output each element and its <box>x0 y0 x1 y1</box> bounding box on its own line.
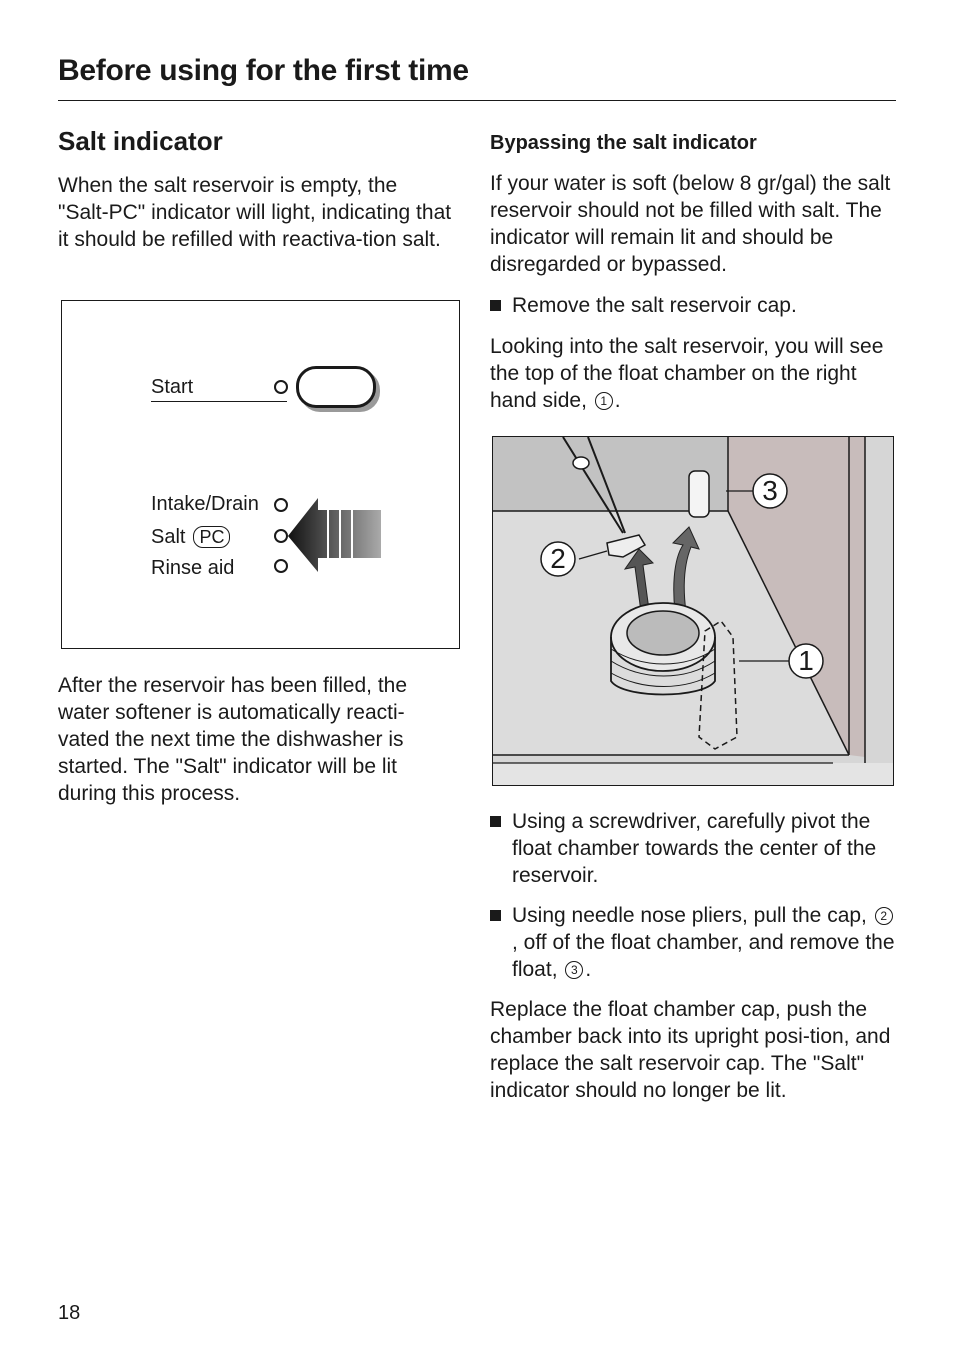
step-pull-cap-text-c: . <box>585 958 592 981</box>
callout-2-ref: 2 <box>875 907 893 925</box>
step-pivot-chamber-text: Using a screwdriver, carefully pivot the float chamber towards the center of the reservoir. <box>512 810 877 887</box>
start-button-graphic <box>296 366 376 408</box>
callout-3-ref: 3 <box>565 961 583 979</box>
start-underline <box>151 401 287 402</box>
callout-1-ref: 1 <box>595 392 613 410</box>
bullet-square-icon <box>490 816 501 827</box>
pc-badge: PC <box>193 526 230 548</box>
bullet-square-icon <box>490 910 501 921</box>
looking-into-text-b: . <box>614 389 621 412</box>
page-number: 18 <box>58 1302 81 1324</box>
step-pivot-chamber <box>490 808 895 889</box>
pointer-arrow-icon <box>288 494 384 576</box>
replace-cap-text: Replace the float chamber cap, push the chamber back into its upright posi-tion, and replace the salt reservoir cap. The "Salt" indicator should no longer be lit. <box>490 998 891 1102</box>
callout-1-label: 1 <box>798 645 814 676</box>
intake-drain-label: Intake/Drain <box>151 493 259 515</box>
left-lower-text <box>58 672 453 807</box>
right-column <box>490 124 895 414</box>
rinse-aid-indicator-light <box>274 559 288 573</box>
section-heading-salt-indicator: Salt indicator <box>58 126 223 156</box>
left-column <box>58 124 453 253</box>
rinse-aid-label: Rinse aid <box>151 557 235 579</box>
salt-indicator-light <box>274 529 288 543</box>
callout-2-label: 2 <box>550 543 566 574</box>
step-remove-cap <box>490 292 895 319</box>
step-pull-cap <box>490 902 895 983</box>
section-heading-bypassing: Bypassing the salt indicator <box>490 132 757 154</box>
step-pull-cap-text-a: Using needle nose pliers, pull the cap, <box>512 904 867 927</box>
callout-3-label: 3 <box>762 475 778 506</box>
salt-label-row <box>151 525 230 549</box>
start-label: Start <box>151 376 194 398</box>
page-title: Before using for the first time <box>58 54 469 87</box>
float-chamber-illustration <box>492 436 894 786</box>
title-divider <box>58 100 896 101</box>
right-lower-column <box>490 808 895 1104</box>
salt-label: Salt <box>151 526 186 548</box>
reservoir-drawing <box>493 437 894 786</box>
bypass-intro: If your water is soft (below 8 gr/gal) the salt reservoir should not be filled with salt. The indicator will remain lit and should be disregarded or bypassed. <box>490 172 891 276</box>
looking-into-text-a: Looking into the salt reservoir, you will see the top of the float chamber on the right hand side, <box>490 335 884 412</box>
bullet-square-icon <box>490 300 501 311</box>
step-pull-cap-text-b: , off of the float chamber, and remove the float, <box>512 931 895 981</box>
after-filling-text: After the reservoir has been filled, the water softener is automatically reacti-vated the next time the dishwasher is started. The "Salt" indicator will be lit during this process. <box>58 674 408 805</box>
step-remove-cap-text: Remove the salt reservoir cap. <box>512 294 797 317</box>
start-indicator-light <box>274 380 288 394</box>
control-panel-figure <box>61 300 460 649</box>
intake-drain-indicator-light <box>274 498 288 512</box>
salt-indicator-intro: When the salt reservoir is empty, the "Salt-PC" indicator will light, indicating that it should be refilled with reactiva-tion salt. <box>58 174 452 251</box>
looking-into-text <box>490 333 895 414</box>
